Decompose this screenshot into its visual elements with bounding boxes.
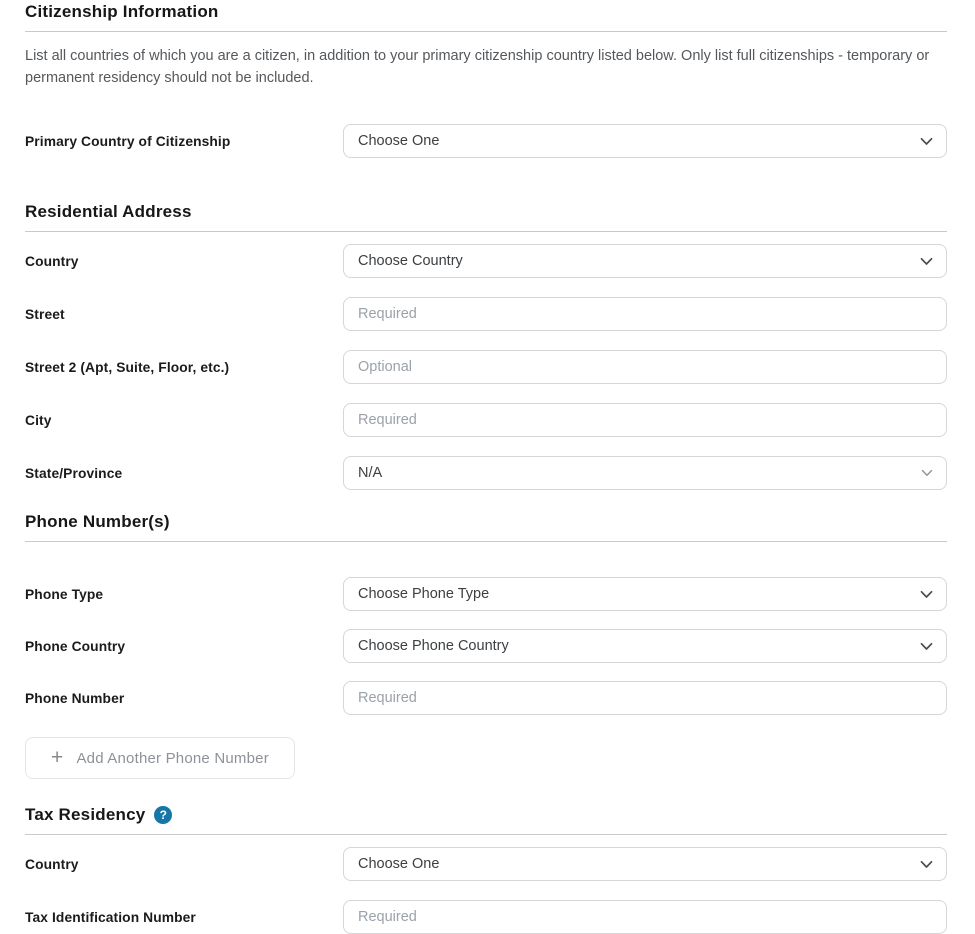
tax-id-row	[25, 900, 947, 934]
street2-label: Street 2 (Apt, Suite, Floor, etc.)	[25, 359, 230, 375]
state-province-label: State/Province	[25, 465, 123, 481]
street-input[interactable]	[343, 297, 947, 331]
street-row	[25, 297, 947, 331]
street-label: Street	[25, 306, 65, 322]
chevron-down-icon	[920, 257, 933, 266]
phone-section-title: Phone Number(s)	[25, 512, 170, 531]
section-tax-residency	[25, 805, 947, 934]
tax-country-row	[25, 847, 947, 881]
phone-country-label: Phone Country	[25, 638, 126, 654]
tax-country-select[interactable]	[343, 847, 947, 881]
section-phone-numbers	[25, 512, 947, 779]
section-divider	[25, 231, 947, 232]
add-phone-number-button[interactable]	[25, 737, 295, 779]
state-province-row	[25, 456, 947, 490]
tax-country-label: Country	[25, 856, 79, 872]
citizenship-description: List all countries of which you are a citizen, in addition to your primary citizenship country listed below. Only list full citizenships - temporary or permanent residency should not be included.	[25, 48, 930, 86]
street2-row	[25, 350, 947, 384]
section-residential-address	[25, 202, 947, 490]
primary-citizenship-select[interactable]	[343, 124, 947, 158]
street2-input[interactable]	[343, 350, 947, 384]
phone-type-row	[25, 577, 947, 611]
country-select[interactable]	[343, 244, 947, 278]
phone-type-label: Phone Type	[25, 586, 104, 602]
plus-icon: +	[51, 745, 64, 769]
chevron-down-icon	[921, 469, 933, 477]
chevron-down-icon	[920, 137, 933, 146]
section-divider	[25, 834, 947, 835]
tax-section-title	[25, 805, 947, 825]
phone-country-row	[25, 629, 947, 663]
tax-id-input[interactable]	[343, 900, 947, 934]
section-divider	[25, 31, 947, 32]
state-province-select-value: N/A	[358, 465, 383, 481]
city-row	[25, 403, 947, 437]
chevron-down-icon	[920, 860, 933, 869]
country-row	[25, 244, 947, 278]
primary-citizenship-row	[25, 124, 947, 158]
phone-type-select[interactable]	[343, 577, 947, 611]
residential-section-title: Residential Address	[25, 202, 192, 221]
phone-number-input[interactable]	[343, 681, 947, 715]
phone-number-label: Phone Number	[25, 690, 125, 706]
primary-citizenship-label: Primary Country of Citizenship	[25, 133, 231, 149]
add-phone-number-button-label: Add Another Phone Number	[76, 749, 269, 767]
chevron-down-icon	[920, 590, 933, 599]
city-input[interactable]	[343, 403, 947, 437]
chevron-down-icon	[920, 642, 933, 651]
primary-citizenship-select-value: Choose One	[358, 133, 440, 149]
section-divider	[25, 541, 947, 542]
phone-country-select-value: Choose Phone Country	[358, 638, 509, 654]
phone-type-select-value: Choose Phone Type	[358, 586, 490, 602]
state-province-select[interactable]	[343, 456, 947, 490]
city-label: City	[25, 412, 52, 428]
tax-section-title-text: Tax Residency	[25, 805, 146, 824]
country-select-value: Choose Country	[358, 253, 463, 269]
country-label: Country	[25, 253, 79, 269]
phone-number-row	[25, 681, 947, 715]
tax-id-label: Tax Identification Number	[25, 909, 196, 925]
phone-country-select[interactable]	[343, 629, 947, 663]
help-icon[interactable]: ?	[154, 806, 172, 824]
tax-country-select-value: Choose One	[358, 856, 440, 872]
citizenship-section-title: Citizenship Information	[25, 2, 219, 21]
section-citizenship-information	[25, 2, 947, 158]
